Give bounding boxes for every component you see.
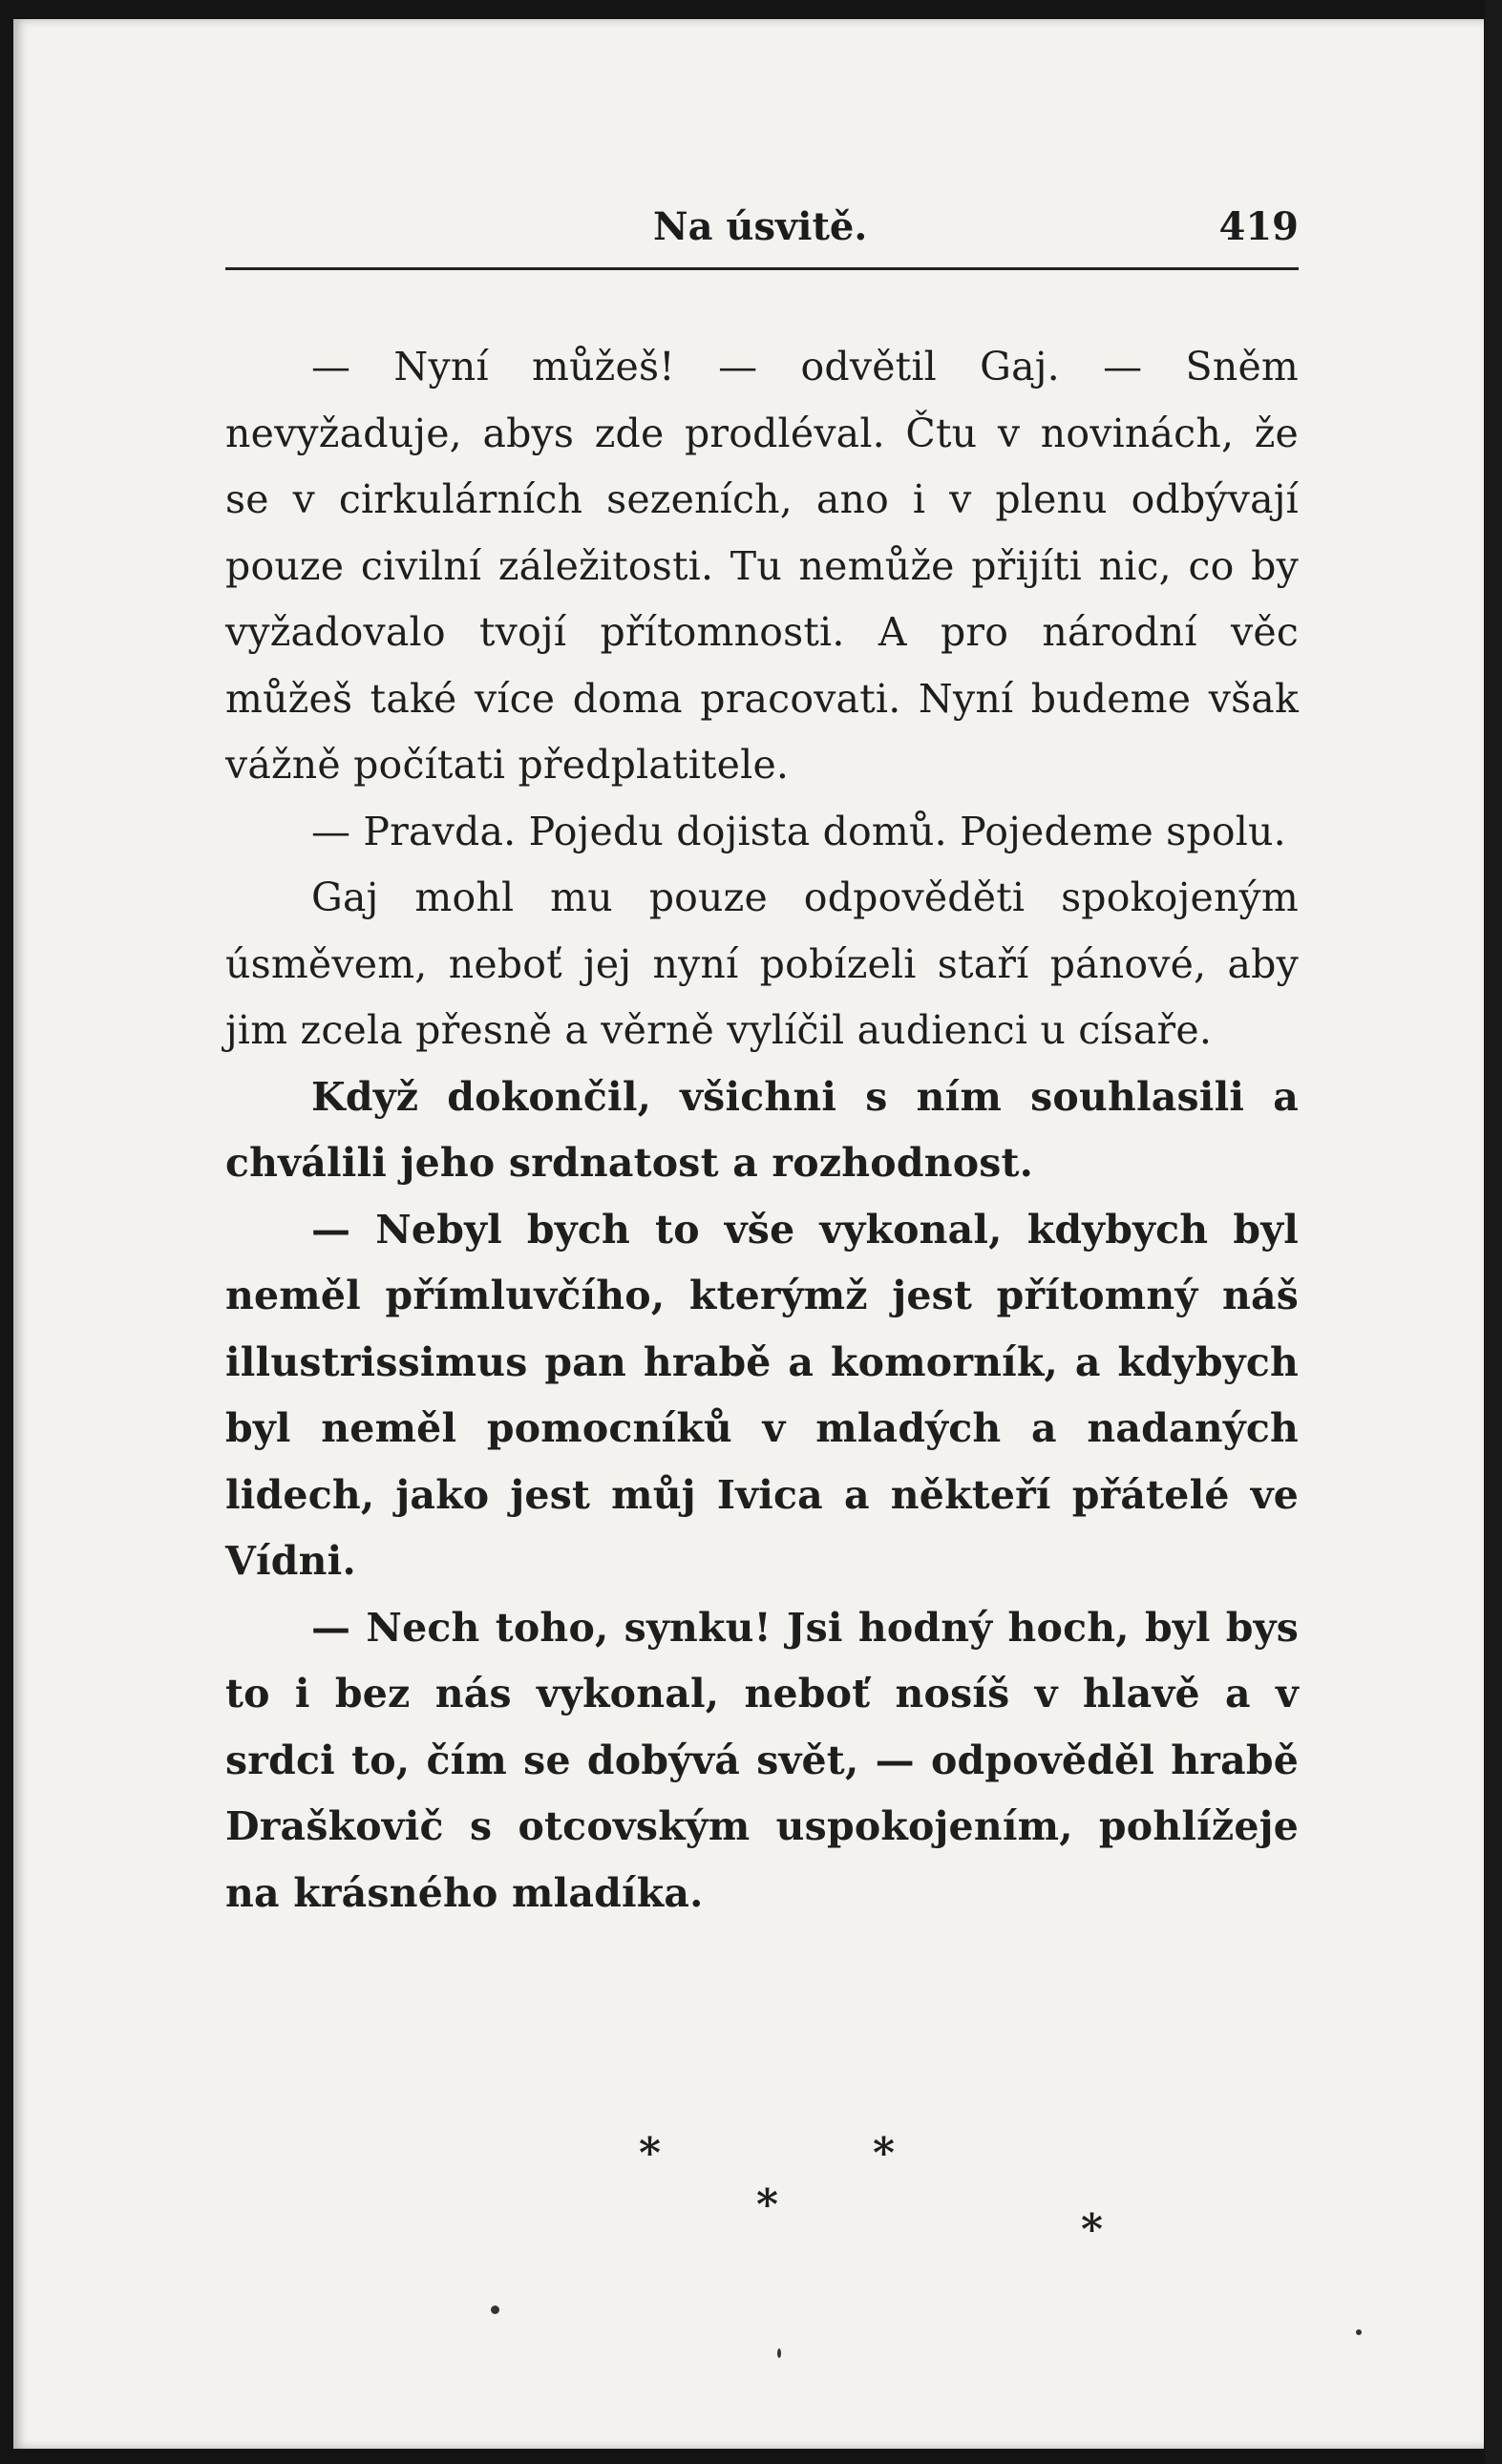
- asterisk: *: [1081, 2205, 1104, 2254]
- asterisk: *: [756, 2180, 779, 2229]
- book-page: [13, 19, 1484, 2449]
- asterisk: *: [873, 2129, 896, 2178]
- page-number: 419: [1218, 204, 1299, 249]
- paragraph: — Nebyl bych to vše vykonal, kdybych byl neměl přímluvčího, kterýmž jest přítomný náš illustrissimus pan hrabě a komorník, a kdybych byl neměl pomocníků v mladých a nadaných lidech, jako jest můj Ivica a někteří přátelé ve Vídni.: [225, 1206, 1299, 1584]
- paper-speck: [777, 2348, 781, 2358]
- body-text: [225, 334, 1299, 1927]
- page-header: [225, 200, 1299, 270]
- paper-speck: [1356, 2329, 1362, 2335]
- asterisk: *: [639, 2129, 662, 2178]
- paper-speck: [491, 2306, 499, 2314]
- section-break-asterisks: [13, 2129, 1484, 2263]
- paragraph: — Pravda. Pojedu dojista domů. Pojedeme spolu.: [311, 808, 1286, 854]
- paragraph: Gaj mohl mu pouze odpověděti spokojeným úsměvem, neboť jej nyní pobízeli staří pánové, aby jim zcela přesně a věrně vylíčil audienci u císaře.: [225, 874, 1299, 1053]
- scan-edge: [1485, 0, 1502, 2464]
- paragraph: — Nyní můžeš! — odvětil Gaj. — Sněm nevyžaduje, abys zde prodléval. Čtu v novinách, že se v cirkulárních sezeních, ano i v plenu odbývají pouze civilní záležitosti. Tu nemůže přijíti nic, co by vyžadovalo tvojí přítomnosti. A pro národní věc můžeš také více doma pracovati. Nyní budeme však vážně počítati předplatitele.: [225, 344, 1299, 788]
- running-title: Na úsvitě.: [653, 204, 868, 249]
- paragraph: — Nech toho, synku! Jsi hodný hoch, byl bys to i bez nás vykonal, neboť nosíš v hlavě a v srdci to, čím se dobývá svět, — odpověděl hrabě Draškovič s otcovským uspokojením, pohlížeje na krásného mladíka.: [225, 1604, 1299, 1916]
- paragraph: Když dokončil, všichni s ním souhlasili a chválili jeho srdnatost a rozhodnost.: [225, 1073, 1299, 1186]
